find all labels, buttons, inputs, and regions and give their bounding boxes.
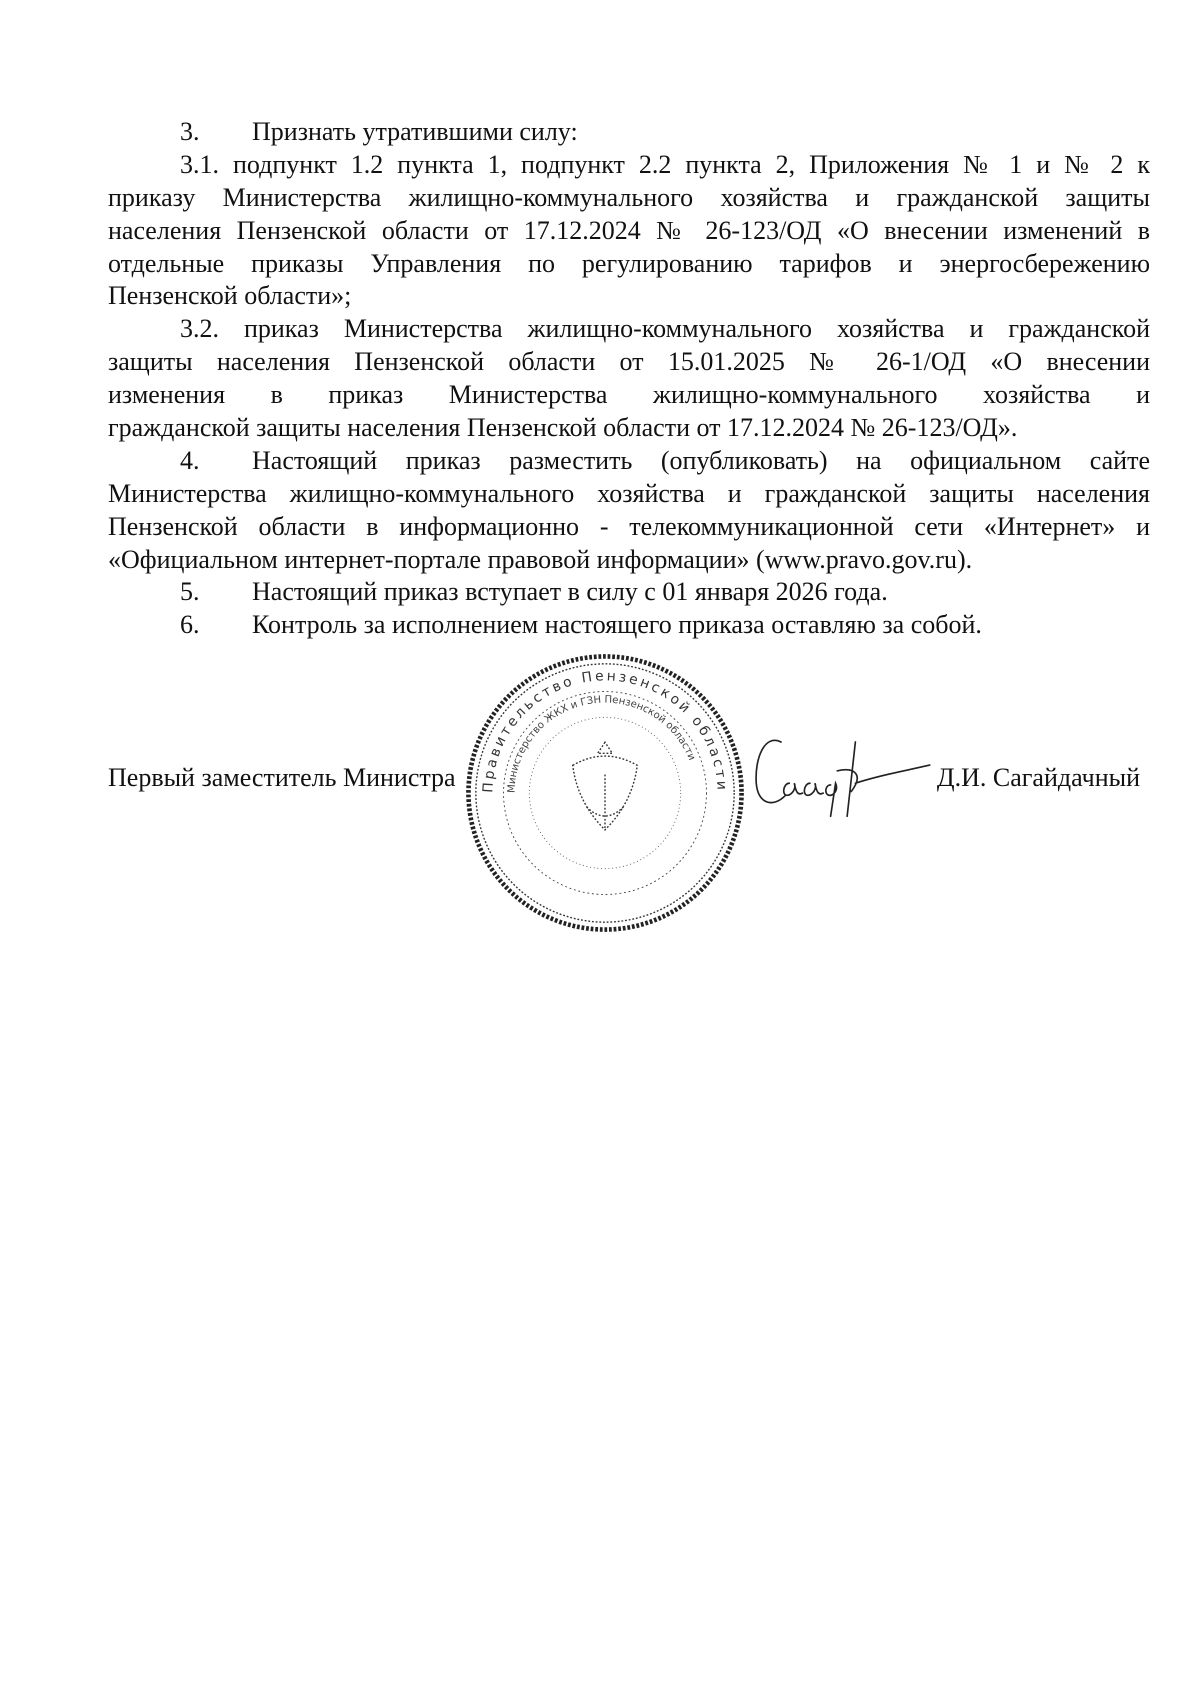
paragraph-text: Настоящий приказ вступает в силу с 01 января 2026 года.	[252, 577, 888, 607]
item-number: 4.	[180, 445, 200, 475]
item-number: 6.	[180, 610, 200, 640]
signatory-title: Первый заместитель Министра	[108, 763, 456, 792]
paragraph-3	[108, 116, 1150, 149]
paragraph-6	[108, 609, 1150, 642]
seal-inner-text: Министерство ЖКХ и ГЗН Пензенской области	[506, 694, 697, 794]
paragraph-3-1-line: Пензенской области»;	[108, 281, 352, 311]
paragraph-3-1-line: отдельные приказы Управления по регулированию тарифов и энергосбережению	[108, 248, 1150, 278]
signatory-name: Д.И. Сагайдачный	[936, 763, 1140, 792]
paragraph-3-2-line: гражданской защиты населения Пензенской области от 17.12.2024 № 26-123/ОД».	[108, 413, 1018, 443]
seal-outer-text: Правительство Пензенской области	[480, 668, 730, 794]
paragraph-3-1-line: 3.1. подпункт 1.2 пункта 1, подпункт 2.2 пункта 2, Приложения № 1 и № 2 к	[180, 149, 1150, 179]
paragraph-4	[108, 445, 1150, 478]
paragraph-4-line: Пензенской области в информационно - телекоммуникационной сети «Интернет» и	[108, 511, 1150, 541]
official-seal	[462, 650, 748, 936]
item-number: 5.	[180, 577, 200, 607]
paragraph-3-1-line: населения Пензенской области от 17.12.2024 № 26-123/ОД «О внесении изменений в	[108, 215, 1150, 245]
paragraph-text: Настоящий приказ разместить (опубликовать) на официальном сайте	[252, 445, 1150, 475]
paragraph-3-2-line: 3.2. приказ Министерства жилищно-коммунального хозяйства и гражданской	[180, 314, 1150, 344]
item-number: 3.	[180, 117, 200, 146]
paragraph-5	[108, 576, 1150, 609]
paragraph-3-2-line: изменения в приказ Министерства жилищно-коммунального хозяйства и	[108, 380, 1150, 410]
paragraph-text: Признать утратившими силу:	[252, 117, 578, 146]
paragraph-4-line: Министерства жилищно-коммунального хозяйства и гражданской защиты населения	[108, 478, 1150, 508]
paragraph-3-1-line: приказу Министерства жилищно-коммунального хозяйства и гражданской защиты	[108, 182, 1150, 212]
document-body	[108, 116, 1150, 642]
seal-emblem	[573, 742, 638, 830]
paragraph-3-2-line: защиты населения Пензенской области от 15.01.2025 № 26-1/ОД «О внесении	[108, 347, 1150, 377]
handwritten-signature	[748, 725, 938, 825]
paragraph-text: Контроль за исполнением настоящего приказа оставляю за собой.	[252, 610, 982, 640]
paragraph-4-line: «Официальном интернет-портале правовой информации» (www.pravo.gov.ru).	[108, 544, 973, 574]
